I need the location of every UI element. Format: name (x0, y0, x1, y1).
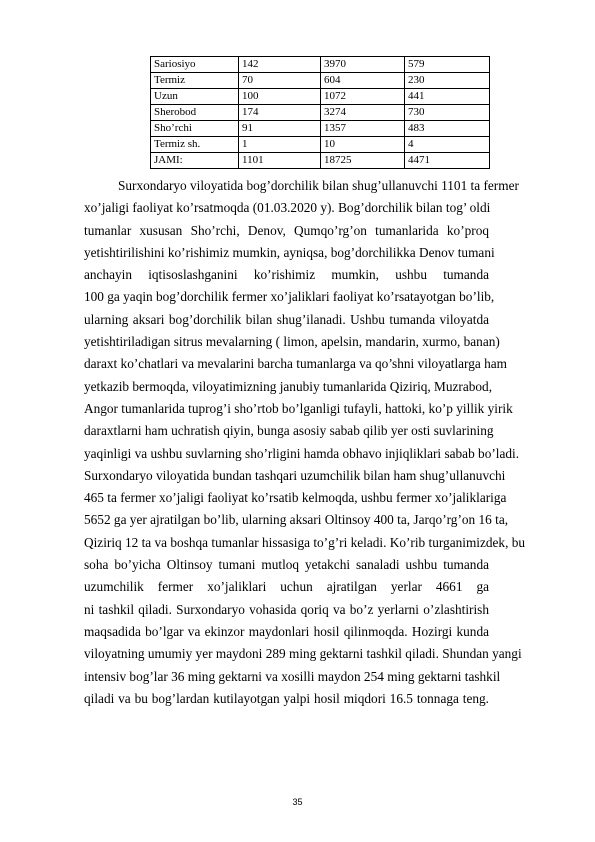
text-line: yetkazib bermoqda, viloyatimizning janubiy tumanlarida Qiziriq, Muzrabod, (84, 378, 493, 394)
table-cell: Sho’rchi (151, 121, 239, 137)
text-line: qiladi va bu bog’lardan kutilayotgan yalpi hosil miqdori 16.5 tonnaga teng. (84, 690, 489, 706)
table-cell: 4471 (405, 153, 490, 169)
text-line: Qiziriq 12 ta va boshqa tumanlar hissasiga to’g’ri keladi. Ko’rib turganimizdek, bu (84, 534, 526, 550)
text-line: 5652 ga yer ajratilgan bo’lib, ularning aksari Oltinsoy 400 ta, Jarqo’rg’on 16 ta, (84, 512, 509, 528)
text-line: daraxt ko’chatlari va mevalarini barcha tumanlarga va qo’shni viloyatlarga ham (84, 356, 508, 372)
table-cell: 230 (405, 73, 490, 89)
text-line: ni tashkil qiladi. Surxondaryo vohasida qoriq va bo’z yerlarni o’zlashtirish (84, 601, 489, 617)
text-line: yaqinligi va ushbu suvlarning sho’rligini hamda obhavo injiqliklari sabab bo’ladi. (84, 445, 520, 461)
table-row (151, 105, 490, 121)
table-cell: 142 (239, 57, 321, 73)
table-cell: 1357 (321, 121, 405, 137)
table-row (151, 121, 490, 137)
table-cell: 483 (405, 121, 490, 137)
text-line: yetishtiriladigan sitrus mevalarning ( limon, apelsin, mandarin, xurmo, banan) (84, 334, 500, 350)
table-cell: 3970 (321, 57, 405, 73)
text-line: Surxondaryo viloyatida bundan tashqari uzumchilik bilan ham shug’ullanuvchi (84, 467, 506, 483)
text-line: intensiv bog’lar 36 ming gektarni va xosilli maydon 254 ming gektarni tashkil (84, 668, 501, 684)
table-cell: 730 (405, 105, 490, 121)
table-cell: 4 (405, 137, 490, 153)
table-row (151, 73, 490, 89)
table-cell: 174 (239, 105, 321, 121)
text-line: 100 ga yaqin bog’dorchilik fermer xo’jaliklari faoliyat ko’rsatayotgan bo’lib, (84, 289, 495, 305)
text-line: 465 ta fermer xo’jaligi faoliyat ko’rsatib kelmoqda, ushbu fermer xo’jaliklariga (84, 490, 507, 506)
table-row (151, 137, 490, 153)
text-line: daraxtlarni ham uchratish qiyin, bunga asosiy sabab qilib yer osti suvlarining (84, 423, 494, 439)
table-cell: 1072 (321, 89, 405, 105)
table-cell: 100 (239, 89, 321, 105)
table-row (151, 153, 490, 169)
table-row (151, 57, 490, 73)
table-body (151, 57, 490, 169)
table-cell: 70 (239, 73, 321, 89)
text-line: Angor tumanlarida tuprog’i sho’rtob bo’lganligi tufayli, hattoki, ko’p yillik yirik (84, 400, 513, 416)
table-cell: Sariosiyo (151, 57, 239, 73)
text-line: ularning aksari bog’dorchilik bilan shug’ilanadi. Ushbu tumanda viloyatda (84, 311, 489, 327)
table-row (151, 89, 490, 105)
table-cell: 3274 (321, 105, 405, 121)
table-cell: 18725 (321, 153, 405, 169)
table-cell: Termiz sh. (151, 137, 239, 153)
table-cell: 604 (321, 73, 405, 89)
text-line: yetishtirilishini ko’rishimiz mumkin, ayniqsa, bog’dorchilikka Denov tumani (84, 244, 495, 260)
table-cell: JAMI: (151, 153, 239, 169)
table-cell: Termiz (151, 73, 239, 89)
text-line: Surxondaryo viloyatida bog’dorchilik bilan shug’ullanuvchi 1101 ta fermer (118, 178, 519, 193)
page-number: 35 (292, 797, 303, 807)
table-cell: Uzun (151, 89, 239, 105)
text-line: tumanlar xususan Sho’rchi, Denov, Qumqo’rg’on tumanlarida ko’proq (84, 222, 489, 238)
table-cell: 10 (321, 137, 405, 153)
table-cell: 441 (405, 89, 490, 105)
text-line: soha bo’yicha Oltinsoy tumani mutloq yetakchi sanaladi ushbu tumanda (84, 557, 489, 573)
text-line: anchayin iqtisoslashganini ko’rishimiz mumkin, ushbu tumanda (84, 267, 489, 283)
text-line: xo’jaligi faoliyat ko’rsatmoqda (01.03.2020 y). Bog’dorchilik bilan tog’ oldi (84, 200, 491, 216)
table-cell: 1101 (239, 153, 321, 169)
text-line: viloyatning umumiy yer maydoni 289 ming gektarni tashkil qiladi. Shundan yangi (84, 646, 522, 662)
text-line: uzumchilik fermer xo’jaliklari uchun ajratilgan yerlar 4661 ga (84, 579, 489, 595)
text-line: maqsadida bo’lgar va ekinzor maydonlari hosil qilinmoqda. Hozirgi kunda (84, 623, 489, 639)
table-cell: 91 (239, 121, 321, 137)
district-data-table (150, 56, 490, 169)
table-cell: Sherobod (151, 105, 239, 121)
table-cell: 1 (239, 137, 321, 153)
body-paragraph (84, 175, 526, 710)
table-cell: 579 (405, 57, 490, 73)
